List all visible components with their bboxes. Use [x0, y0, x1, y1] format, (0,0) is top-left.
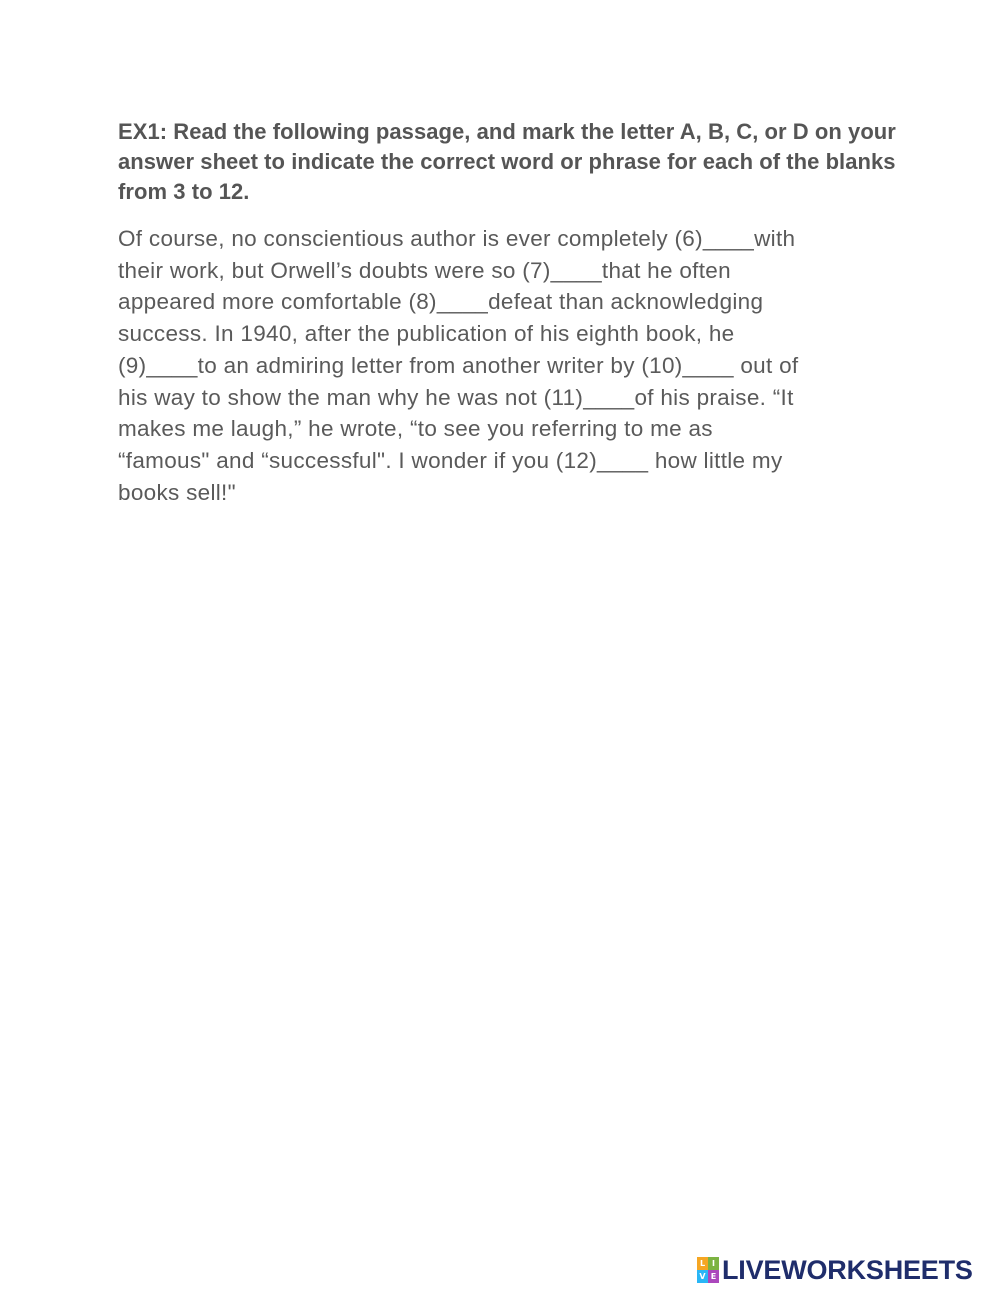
reading-passage	[118, 223, 898, 508]
exercise-instructions: EX1: Read the following passage, and mark the letter A, B, C, or D on your answer sheet to indicate the correct word or phrase for each of the blanks from 3 to 12.	[118, 119, 896, 204]
logo-letter-e: E	[708, 1270, 719, 1283]
passage-line: his way to show the man why he was not (11)____of his praise. “It	[118, 384, 794, 410]
passage-line: appeared more comfortable (8)____defeat than acknowledging	[118, 289, 764, 315]
live-logo-icon	[697, 1257, 719, 1283]
passage-line: their work, but Orwell’s doubts were so (7)____that he often	[118, 257, 731, 283]
passage-line: makes me laugh,” he wrote, “to see you referring to me as	[118, 416, 713, 442]
passage-line: success. In 1940, after the publication of his eighth book, he	[118, 321, 735, 347]
liveworksheets-logo	[697, 1255, 973, 1285]
passage-line: “famous" and “successful". I wonder if you (12)____ how little my	[118, 447, 783, 473]
logo-letter-l: L	[697, 1257, 708, 1270]
logo-letter-v: V	[697, 1270, 708, 1283]
passage-line: Of course, no conscientious author is ever completely (6)____with	[118, 226, 796, 251]
passage-line: (9)____to an admiring letter from another writer by (10)____ out of	[118, 352, 799, 378]
brand-name: LIVEWORKSHEETS	[722, 1255, 973, 1285]
passage-line: books sell!"	[118, 479, 236, 505]
logo-letter-i: I	[708, 1257, 719, 1270]
